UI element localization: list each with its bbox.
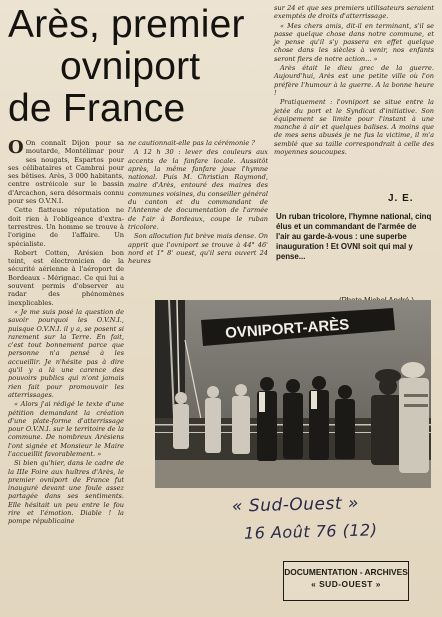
- article-column-2: [128, 139, 268, 291]
- headline: [8, 4, 280, 130]
- article-column-1: [8, 137, 124, 526]
- col2-paragraph: A 12 h 30 : lever des couleurs aux accents de la fanfare locale. Aussitôt après, la même fanfare joue l'hymne national. Puis M. Christian Raymond, maire d'Arès, entouré des maires des communes voisines, du conseiller général du canton et du commandant de l'Antenne de documentation de l'armée de l'air à Bordeaux, coupe le ruban tricolore.: [128, 148, 268, 231]
- col3-paragraph: sur 24 et que ses premiers utilisateurs seraient exemptés de droits d'atterrissage.: [274, 4, 434, 21]
- col3-paragraph: Pratiquement : l'ovniport se situe entre la jetée du port et le Syndicat d'initiative. Son équipement se limite pour l'instant à une manche à air et quelques balises. A moins que de mes sens abusés je ne fus la victime, il m'a semblé que sa taille correspondrait à celle des moyennes soucoupes.: [274, 98, 434, 157]
- article-column-3: [274, 4, 434, 190]
- col3-paragraph: Arès était le dieu grec de la guerre. Aujourd'hui, Arès est une petite ville où l'on préfère l'humour à la guerre. A la bonne heure !: [274, 64, 434, 97]
- headline-line-1: Arès, premier: [8, 3, 245, 46]
- handwritten-date: 16 Août 76 (12): [243, 520, 378, 543]
- archive-stamp: [283, 561, 409, 601]
- photo-caption: Un ruban tricolore, l'hymne national, cinq élus et un commandant de l'armée de l'air au garde-à-vous : une superbe inauguration ! Et OVNI soit qui mal y pense...: [276, 212, 432, 261]
- col1-paragraph: « Je me suis posé la question de savoir pourquoi les O.V.N.I., puisque O.V.N.I. il y a, se posent si rarement sur la Terre. En fait, c'est tout bonnement parce que personne n'a pensé à les accueillir. Je n'hésite pas à dire qu'il y a là une carence des pouvoirs publics qui n'ont jamais rien fait pour promouvoir les atterrissages.: [8, 307, 124, 399]
- handwritten-source: « Sud-Ouest »: [231, 493, 360, 517]
- col2-paragraph: Son allocution fut brève mais dense. On apprit que l'ovniport se trouve à 44° 46' nord et 1° 8' ouest, qu'il sera ouvert 24 heures: [128, 232, 268, 266]
- col1-paragraph: Cette flatteuse réputation ne doit rien à l'obligeance d'extra-terrestres. Un homme se trouve à l'origine de l'affaire. Un spécialiste.: [8, 206, 124, 248]
- col1-paragraph: Si bien qu'hier, dans le cadre de la IIIe Foire aux huîtres d'Arès, le premier ovniport de France fut inauguré devant une foule assez partagée dans ses sentiments. Elle hésitait un peu entre le fou rire et l'émotion. Diable ! la pompe républicaine: [8, 459, 124, 526]
- stamp-line-1: DOCUMENTATION - ARCHIVES: [284, 567, 408, 577]
- col1-paragraph: « Alors j'ai rédigé le texte d'une pétition demandant la création d'une plate-forme d'atterrissage pour O.V.N.I. sur le territoire de la commune. De nombreux Arésiens l'ont signée et Monsieur le Maire l'accueillit favorablement. »: [8, 400, 124, 458]
- author-signature: J. E.: [388, 193, 414, 204]
- col1-paragraph: O On connaît Dijon pour sa moutarde, Montélimar pour ses nougats, Espartos pour ses célibataires et Cambrai pour ses bêtises. Arès, 3 000 habitants, centre ostréicole sur le bassin d'Arcachon, sera désormais connu pour ses O.V.N.I.: [8, 137, 124, 206]
- headline-line-2: ovniport: [60, 45, 201, 88]
- headline-line-3: de France: [8, 87, 186, 130]
- stamp-line-2: « SUD-OUEST »: [311, 579, 381, 589]
- col1-paragraph: Robert Cotten, Arésien bon teint, est électronicien de la sécurité aérienne à l'aéroport de Bordeaux - Mérignac. Ce qui lui a souvent permis d'observer au radar des phénomènes inexplicables.: [8, 248, 124, 307]
- col2-paragraph: ne cautionnait-elle pas la cérémonie ?: [128, 139, 255, 147]
- drop-cap: O: [8, 137, 24, 158]
- inauguration-photo: [155, 300, 431, 488]
- banner-text: OVNIPORT-ARÈS: [224, 316, 350, 342]
- col3-paragraph: « Mes chers amis, dit-il en terminant, s'il se passe quelque chose dans notre commune, et je pense qu'il s'y passera en effet quelque chose dans les siècles à venir, nos enfants seront fiers de notre action... »: [274, 21, 434, 63]
- photo-illustration: [155, 300, 431, 488]
